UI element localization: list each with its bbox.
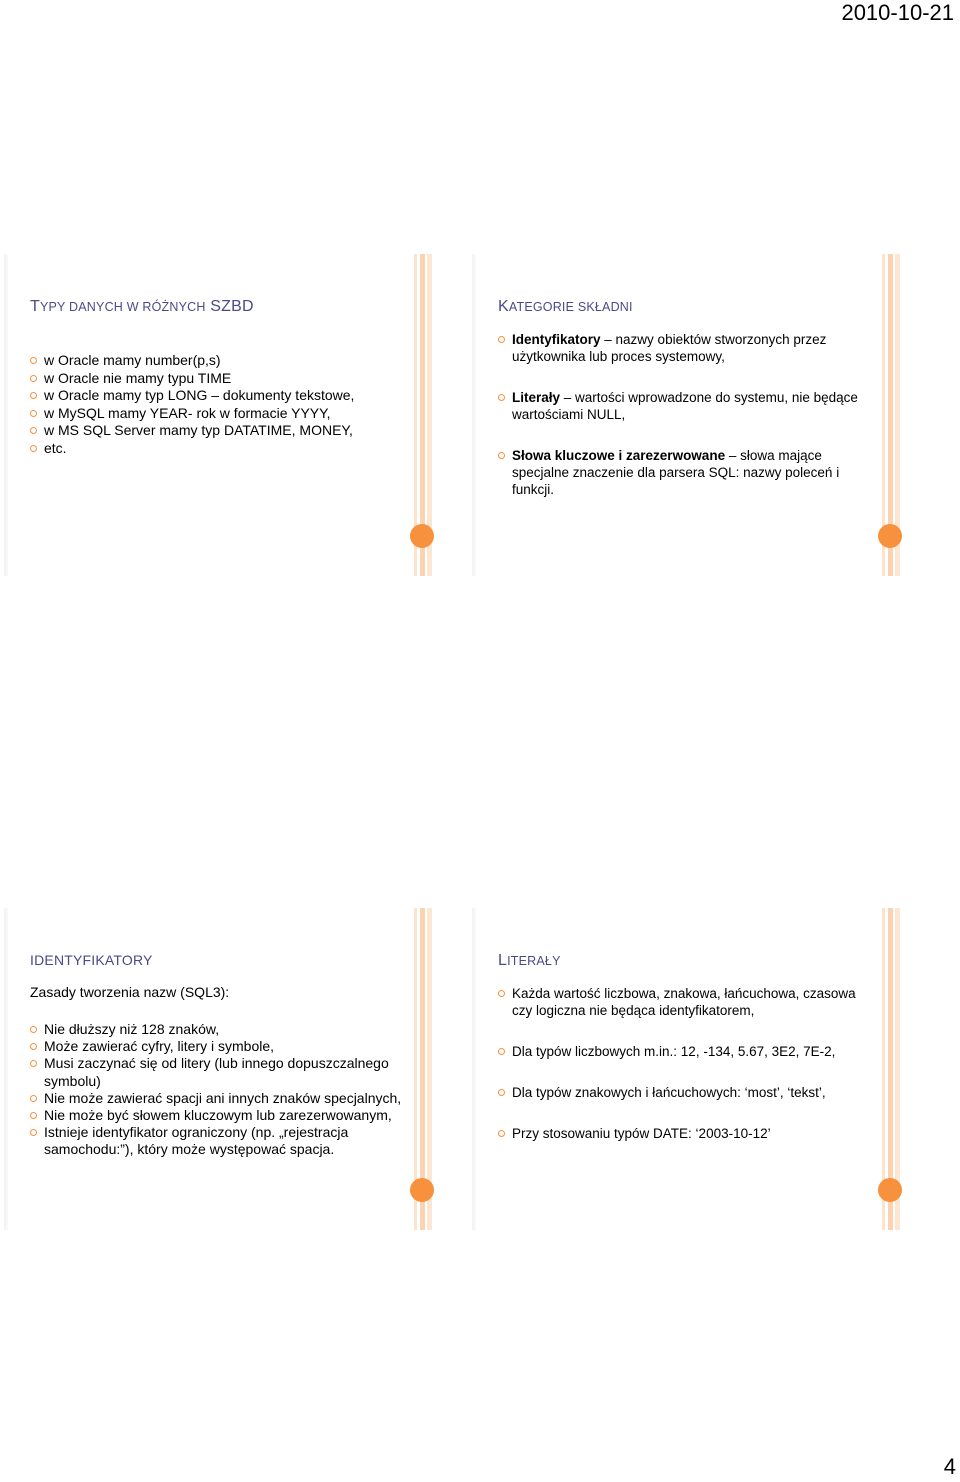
- slide-edge: [4, 254, 8, 576]
- bullet-icon: [498, 452, 505, 459]
- bullet-icon: [30, 375, 37, 382]
- bullet-list: [30, 352, 402, 457]
- bullet-icon: [30, 1026, 37, 1033]
- bullet-icon: [498, 1130, 505, 1137]
- list-item: Nie może zawierać spacji ani innych znaków specjalnych,: [30, 1090, 402, 1107]
- list-item: Literały – wartości wprowadzone do systemu, nie będące wartościami NULL,: [498, 389, 870, 423]
- page-date: 2010-10-21: [841, 0, 954, 25]
- bullet-icon: [30, 357, 37, 364]
- list-item: Dla typów znakowych i łańcuchowych: ‘most’, ‘tekst’,: [498, 1084, 870, 1101]
- slide-edge: [472, 908, 476, 1230]
- list-item: w Oracle mamy typ LONG – dokumenty tekstowe,: [30, 387, 402, 405]
- bullet-icon: [30, 1112, 37, 1119]
- slide-title: TYPY DANYCH W RÓŻNYCH SZBD: [30, 298, 254, 315]
- slide-edge: [4, 908, 8, 1230]
- list-item: Nie dłuższy niż 128 znaków,: [30, 1021, 402, 1038]
- slide-identyfikatory: [4, 908, 476, 1230]
- bullet-icon: [30, 410, 37, 417]
- bullet-icon: [30, 427, 37, 434]
- bullet-icon: [498, 336, 505, 343]
- list-item: etc.: [30, 440, 402, 458]
- slide-intro: Zasady tworzenia nazw (SQL3):: [30, 984, 230, 1000]
- slide-title: KATEGORIE SKŁADNI: [498, 298, 633, 315]
- orange-dot-icon: [878, 1178, 902, 1202]
- list-item: Musi zaczynać się od litery (lub innego dopuszczalnego symbolu): [30, 1055, 402, 1089]
- list-item: w Oracle mamy number(p,s): [30, 352, 402, 370]
- list-item: w MS SQL Server mamy typ DATATIME, MONEY,: [30, 422, 402, 440]
- orange-dot-icon: [878, 524, 902, 548]
- bullet-icon: [30, 1095, 37, 1102]
- bullet-icon: [30, 1129, 37, 1136]
- orange-dot-icon: [410, 1178, 434, 1202]
- list-item: Słowa kluczowe i zarezerwowane – słowa mające specjalne znaczenie dla parsera SQL: nazwy poleceń i funkcji.: [498, 447, 870, 498]
- slide-kategorie-skladni: [472, 254, 944, 576]
- bullet-icon: [498, 990, 505, 997]
- bullet-icon: [498, 1048, 505, 1055]
- orange-dot-icon: [410, 524, 434, 548]
- bullet-icon: [498, 1089, 505, 1096]
- bullet-icon: [498, 394, 505, 401]
- list-item: Może zawierać cyfry, litery i symbole,: [30, 1038, 402, 1055]
- list-item: Każda wartość liczbowa, znakowa, łańcuchowa, czasowa czy logiczna nie będąca identyfikatorem,: [498, 985, 870, 1019]
- bullet-list: [30, 1021, 402, 1159]
- list-item: Identyfikatory – nazwy obiektów stworzonych przez użytkownika lub proces systemowy,: [498, 331, 870, 365]
- list-item: Przy stosowaniu typów DATE: ‘2003-10-12’: [498, 1125, 870, 1142]
- list-item: w Oracle nie mamy typu TIME: [30, 370, 402, 388]
- list-item: Nie może być słowem kluczowym lub zarezerwowanym,: [30, 1107, 402, 1124]
- slide-edge: [472, 254, 476, 576]
- slide-typy-danych: [4, 254, 476, 576]
- bullet-icon: [30, 1043, 37, 1050]
- page-number: 4: [943, 1454, 956, 1479]
- slide-title: LITERAŁY: [498, 952, 561, 969]
- slide-title: IDENTYFIKATORY: [30, 952, 153, 968]
- list-item: Dla typów liczbowych m.in.: 12, -134, 5.67, 3E2, 7E-2,: [498, 1043, 870, 1060]
- bullet-list: [498, 331, 870, 522]
- bullet-list: [498, 985, 870, 1166]
- list-item: w MySQL mamy YEAR- rok w formacie YYYY,: [30, 405, 402, 423]
- bullet-icon: [30, 1060, 37, 1067]
- slide-literaly: [472, 908, 944, 1230]
- bullet-icon: [30, 392, 37, 399]
- list-item: Istnieje identyfikator ograniczony (np. „rejestracja samochodu:”), który może występować spacja.: [30, 1124, 402, 1158]
- bullet-icon: [30, 445, 37, 452]
